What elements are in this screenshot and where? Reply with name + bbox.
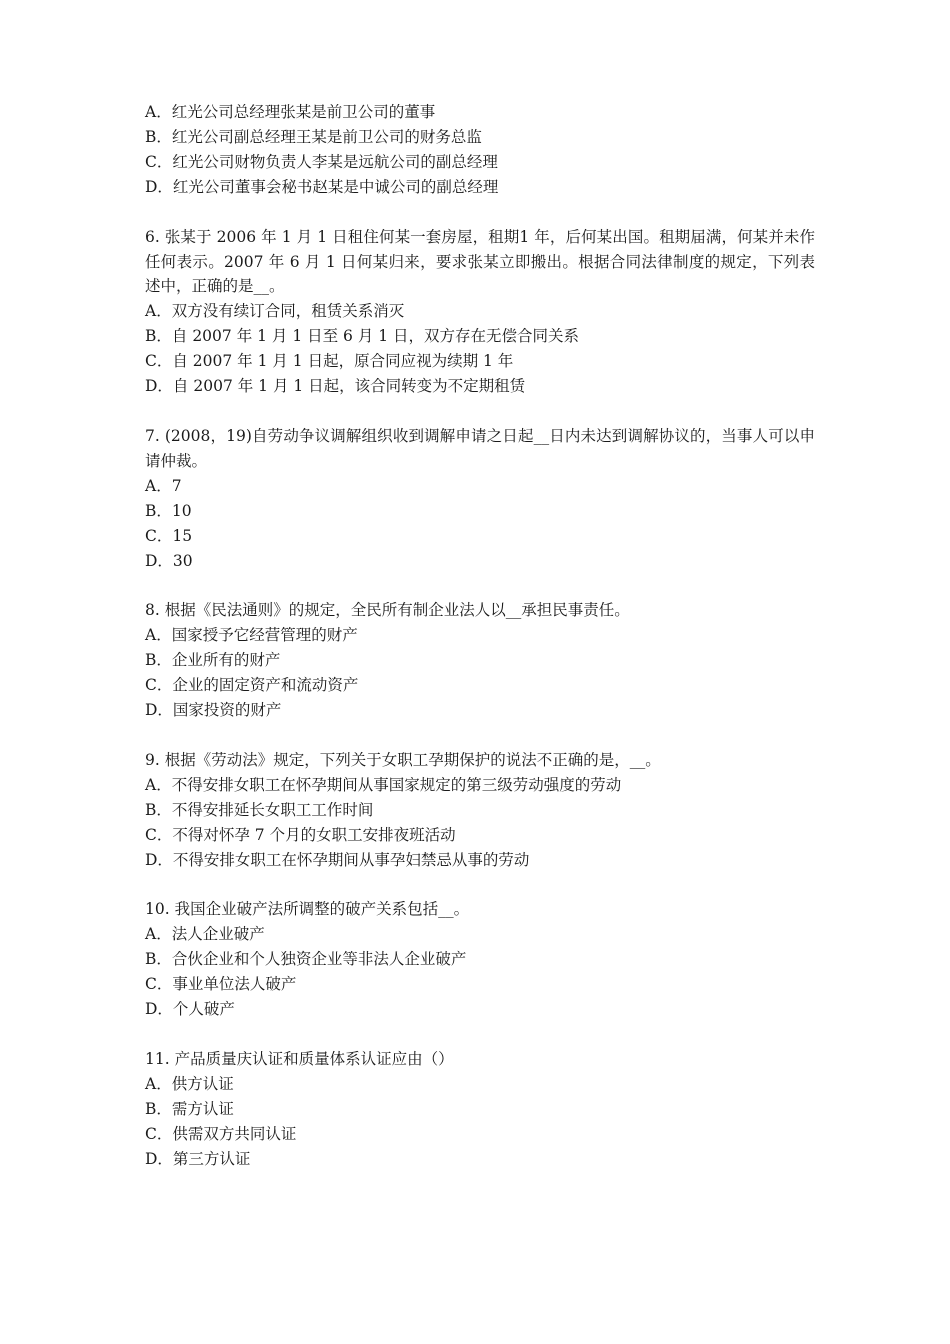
option-a: A．国家授予它经营管理的财产 [145,626,358,645]
option-c: C．不得对怀孕 7 个月的女职工安排夜班活动 [145,825,456,844]
question-8 [145,598,815,723]
option-d: D．红光公司董事会秘书赵某是中诚公司的副总经理 [145,177,499,196]
option-b: B．自 2007 年 1 月 1 日至 6 月 1 日，双方存在无偿合同关系 [145,327,580,346]
question-6 [145,225,815,399]
question-9 [145,748,815,873]
option-b: B．10 [145,501,192,520]
option-c: C．15 [145,526,193,545]
option-d: D．自 2007 年 1 月 1 日起，该合同转变为不定期租赁 [145,377,526,396]
question-11 [145,1047,815,1172]
question-7 [145,424,815,573]
question-stem: 7. (2008，19)自劳动争议调解组织收到调解申请之日起__日内未达到调解协议的，当事人可以申请仲裁。 [145,426,815,470]
question-stem: 8. 根据《民法通则》的规定，全民所有制企业法人以__承担民事责任。 [145,601,630,620]
option-d: D．个人破产 [145,1000,235,1019]
option-b: B．不得安排延长女职工工作时间 [145,800,374,819]
question-stem: 11. 产品质量庆认证和质量体系认证应由（） [145,1050,454,1068]
document-page [145,100,815,1172]
spacer [145,872,815,897]
option-d: D．不得安排女职工在怀孕期间从事孕妇禁忌从事的劳动 [145,850,530,869]
option-c: C．红光公司财物负责人李某是远航公司的副总经理 [145,152,498,171]
question-5-continued [145,100,815,200]
option-b: B．需方认证 [145,1099,234,1118]
option-b: B．红光公司副总经理王某是前卫公司的财务总监 [145,127,482,146]
option-c: C．供需双方共同认证 [145,1124,297,1143]
option-a: A．供方认证 [145,1074,234,1093]
option-a: A．不得安排女职工在怀孕期间从事国家规定的第三级劳动强度的劳动 [145,775,622,794]
option-a: A．红光公司总经理张某是前卫公司的董事 [145,103,436,121]
option-c: C．企业的固定资产和流动资产 [145,676,359,695]
question-10 [145,897,815,1022]
question-stem: 9. 根据《劳动法》规定，下列关于女职工孕期保护的说法不正确的是，__。 [145,750,661,769]
option-d: D．30 [145,551,193,570]
option-b: B．合伙企业和个人独资企业等非法人企业破产 [145,950,467,969]
question-stem: 10. 我国企业破产法所调整的破产关系包括__。 [145,900,470,919]
spacer [145,573,815,598]
spacer [145,200,815,225]
option-c: C．自 2007 年 1 月 1 日起，原合同应视为续期 1 年 [145,352,514,371]
option-b: B．企业所有的财产 [145,651,281,670]
spacer [145,399,815,424]
spacer [145,1022,815,1047]
option-c: C．事业单位法人破产 [145,975,297,994]
option-d: D．第三方认证 [145,1149,251,1168]
question-stem: 6. 张某于 2006 年 1 月 1 日租住何某一套房屋，租期1 年，后何某出国。租期届满，何某并未作任何表示。2007 年 6 月 1 日何某归来，要求张某立即搬出。根据合同法律制度的规定，下列表述中，正确的是__。 [145,227,815,296]
option-a: A．双方没有续订合同，租赁关系消灭 [145,302,405,321]
option-a: A．法人企业破产 [145,925,265,944]
option-d: D．国家投资的财产 [145,701,282,720]
option-a: A．7 [145,476,182,495]
spacer [145,723,815,748]
